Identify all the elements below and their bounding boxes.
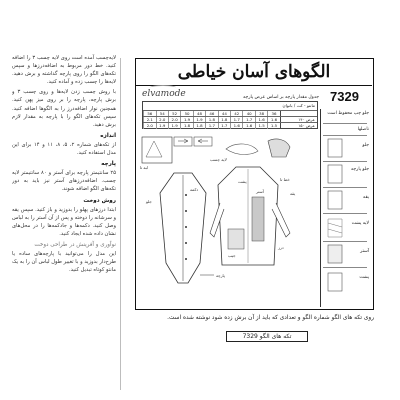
table-cell: 1.6 bbox=[230, 123, 242, 129]
size-table-header: جدول مقدار پارچه بر اساس عرض پارچه bbox=[243, 95, 319, 100]
swatch-fabric bbox=[328, 165, 342, 183]
column-divider bbox=[120, 58, 121, 390]
size-cell: 54 bbox=[156, 111, 168, 117]
pattern-envelope bbox=[135, 58, 374, 310]
back-panel-icon bbox=[252, 197, 264, 241]
table-cell: 1.6 bbox=[255, 117, 267, 123]
sidebar-item-label: جلو پارچه bbox=[350, 167, 369, 172]
button-icon bbox=[185, 226, 187, 228]
sidebar-item-label: ناصلها bbox=[357, 127, 369, 132]
table-cell: 1.9 bbox=[168, 123, 180, 129]
button-icon bbox=[185, 258, 187, 260]
arrow-left-icon bbox=[198, 139, 208, 143]
model-number: 7329 bbox=[330, 89, 359, 104]
heading-fabric: پارچه bbox=[101, 161, 116, 168]
size-cell: 56 bbox=[143, 111, 155, 117]
size-cell: 44 bbox=[218, 111, 230, 117]
sleeve-piece-icon bbox=[226, 144, 258, 155]
table-cell: 1.8 bbox=[180, 123, 192, 129]
table-cell: 1.6 bbox=[267, 117, 279, 123]
diagram-label-interfacing: لایه چسب bbox=[210, 157, 227, 162]
swatch-interfacing bbox=[328, 219, 342, 237]
sidebar-item-label: آستر bbox=[360, 249, 369, 254]
size-cell: 38 bbox=[255, 111, 267, 117]
pattern-caption: روی تکه های الگو شماره الگو و تعدادی که باید از آن برش زده شود نوشته شده است. bbox=[167, 315, 374, 321]
diagram-label-pocket: جیب bbox=[228, 253, 236, 258]
table-cell: 1.7 bbox=[242, 117, 254, 123]
swatch-lining bbox=[328, 245, 342, 263]
table-cell: 2.0 bbox=[156, 117, 168, 123]
arrow-right-icon bbox=[178, 139, 188, 143]
size-cell: 36 bbox=[267, 111, 279, 117]
heading-size: اندازه bbox=[100, 132, 116, 139]
size-cell: 46 bbox=[205, 111, 217, 117]
table-cell: 1.9 bbox=[193, 117, 205, 123]
diagram-label-fold-line: خط تا bbox=[280, 177, 290, 182]
swatch-collar bbox=[328, 191, 342, 209]
fabric-size-table bbox=[142, 95, 319, 129]
swatch-back bbox=[328, 273, 342, 291]
diagram-label-back: پشت bbox=[238, 179, 247, 184]
button-icon bbox=[185, 210, 187, 212]
diagram-legend-box bbox=[142, 137, 172, 163]
sidebar-swatches bbox=[324, 109, 368, 304]
table-cell: 1.5 bbox=[255, 123, 267, 129]
heading-notes: نوآوری و آفرینش در طراحی دوخت bbox=[34, 241, 116, 248]
diagram-label-fold: لبه تا bbox=[140, 165, 148, 170]
sewing-paragraph: ابتدا درزهای پهلو را بدوزید و باز کنید. سپس یقه و سرشانه را دوخته و پس از آن آستر را به لباس وصل کنید. دکمه‌ها و جادکمه‌ها را در محل‌های نشان داده شده ایجاد کنید. bbox=[12, 206, 116, 237]
diagram-label-buttons: دکمه bbox=[190, 187, 199, 192]
size-cell: 42 bbox=[230, 111, 242, 117]
sidebar-item-label: جلو bbox=[362, 143, 369, 148]
heading-sewing: روش دوخت bbox=[83, 197, 116, 204]
collar-piece-icon bbox=[146, 141, 162, 157]
table-cell: 1.7 bbox=[205, 123, 217, 129]
diagram-label-seam: درز bbox=[278, 245, 284, 250]
fabric-paragraph: ۲۵ سانتیمتر پارچه برای آستر و ۸۰ سانتیمتر لایه چسب. اضافه‌درزهای آستر نیز باید به دور تکه‌های الگو اضافه شوند. bbox=[12, 170, 116, 193]
page-title: الگوهای آسان خیاطی bbox=[136, 59, 372, 86]
sidebar-item-note: جلو چپ محفوظ است bbox=[327, 111, 369, 116]
instructions-column bbox=[12, 54, 116, 394]
table-cell: 2.0 bbox=[143, 123, 155, 129]
table-cell: 1.7 bbox=[230, 117, 242, 123]
pattern-pieces-tag: تکه های الگو 7329 bbox=[226, 331, 308, 342]
instructions-paragraph: لایه‌چسب آمده است روی لایه چسب ۳ را اضافه کنید. خط دور مربوط به اضافه‌درزها و سپس تکه‌های الگو را روی پارچه گذاشته و برش دهید. لایه‌ها را چسب زده و آماده کنید. bbox=[12, 55, 116, 86]
table-cell: 1.5 bbox=[267, 123, 279, 129]
envelope-body bbox=[136, 85, 372, 308]
instructions-paragraph: با روش چسب زدن لایه‌ها و روی چسب ۳ و برش پارچه، پارچه را بر روی میز پهن کنید. همچنین نوار اضافه‌درز را به الگوها اضافه کنید. سپس تکه‌های الگو را با پارچه به مقدار لازم برش دهید. bbox=[12, 89, 116, 128]
size-table-subheader: مانتو - کت / بانوان bbox=[282, 103, 315, 108]
size-cell: 50 bbox=[180, 111, 192, 117]
button-icon bbox=[185, 242, 187, 244]
table-cell: 1.8 bbox=[193, 123, 205, 129]
size-cell: 40 bbox=[242, 111, 254, 117]
diagram-label-collar: یقه bbox=[290, 191, 296, 196]
size-cell: 52 bbox=[168, 111, 180, 117]
table-cell: 1.8 bbox=[218, 117, 230, 123]
legend-symbol-box bbox=[174, 137, 192, 146]
row-label: عرض ۱۵۰ bbox=[280, 123, 317, 129]
button-icon bbox=[185, 194, 187, 196]
table-cell: 1.8 bbox=[205, 117, 217, 123]
row-label: عرض ۱۴۰ bbox=[280, 117, 317, 123]
table-cell: 2.0 bbox=[168, 117, 180, 123]
sidebar-item-label: لایه پشت bbox=[351, 221, 369, 226]
swatch-front bbox=[328, 139, 342, 157]
sidebar-item-label: پشت bbox=[359, 275, 369, 280]
table-cell: 1.6 bbox=[242, 123, 254, 129]
table-cell: 2.1 bbox=[143, 117, 155, 123]
hood-piece-icon bbox=[268, 139, 290, 157]
size-paragraph: از تکه‌های شماره ۲، ۵، ۸، ۱۱ و ۱۴ برای این مدل استفاده کنید. bbox=[12, 141, 116, 157]
diagram-label-lining: آستر bbox=[256, 189, 264, 194]
table-cell: 1.9 bbox=[156, 123, 168, 129]
legend-symbol-box bbox=[194, 137, 212, 146]
size-cell: 48 bbox=[193, 111, 205, 117]
notes-paragraph: این مدل را می‌توانید با پارچه‌های ساده یا طرح‌دار بدوزید و با تغییر طول لباس آن را به یک مانتو کوتاه تبدیل کنید. bbox=[12, 251, 116, 274]
brand-logo: elvamode bbox=[142, 89, 186, 99]
diagram-label-legend: پارچه bbox=[216, 273, 225, 278]
table-cell: 1.9 bbox=[180, 117, 192, 123]
pattern-pieces-sidebar bbox=[320, 109, 371, 307]
garment-diagram bbox=[140, 133, 318, 305]
table-row bbox=[143, 122, 317, 129]
table-cell: 1.7 bbox=[218, 123, 230, 129]
sidebar-item-label: یقه bbox=[363, 195, 369, 200]
pocket-piece-icon bbox=[228, 229, 244, 249]
diagram-label-front: جلو bbox=[146, 199, 152, 204]
